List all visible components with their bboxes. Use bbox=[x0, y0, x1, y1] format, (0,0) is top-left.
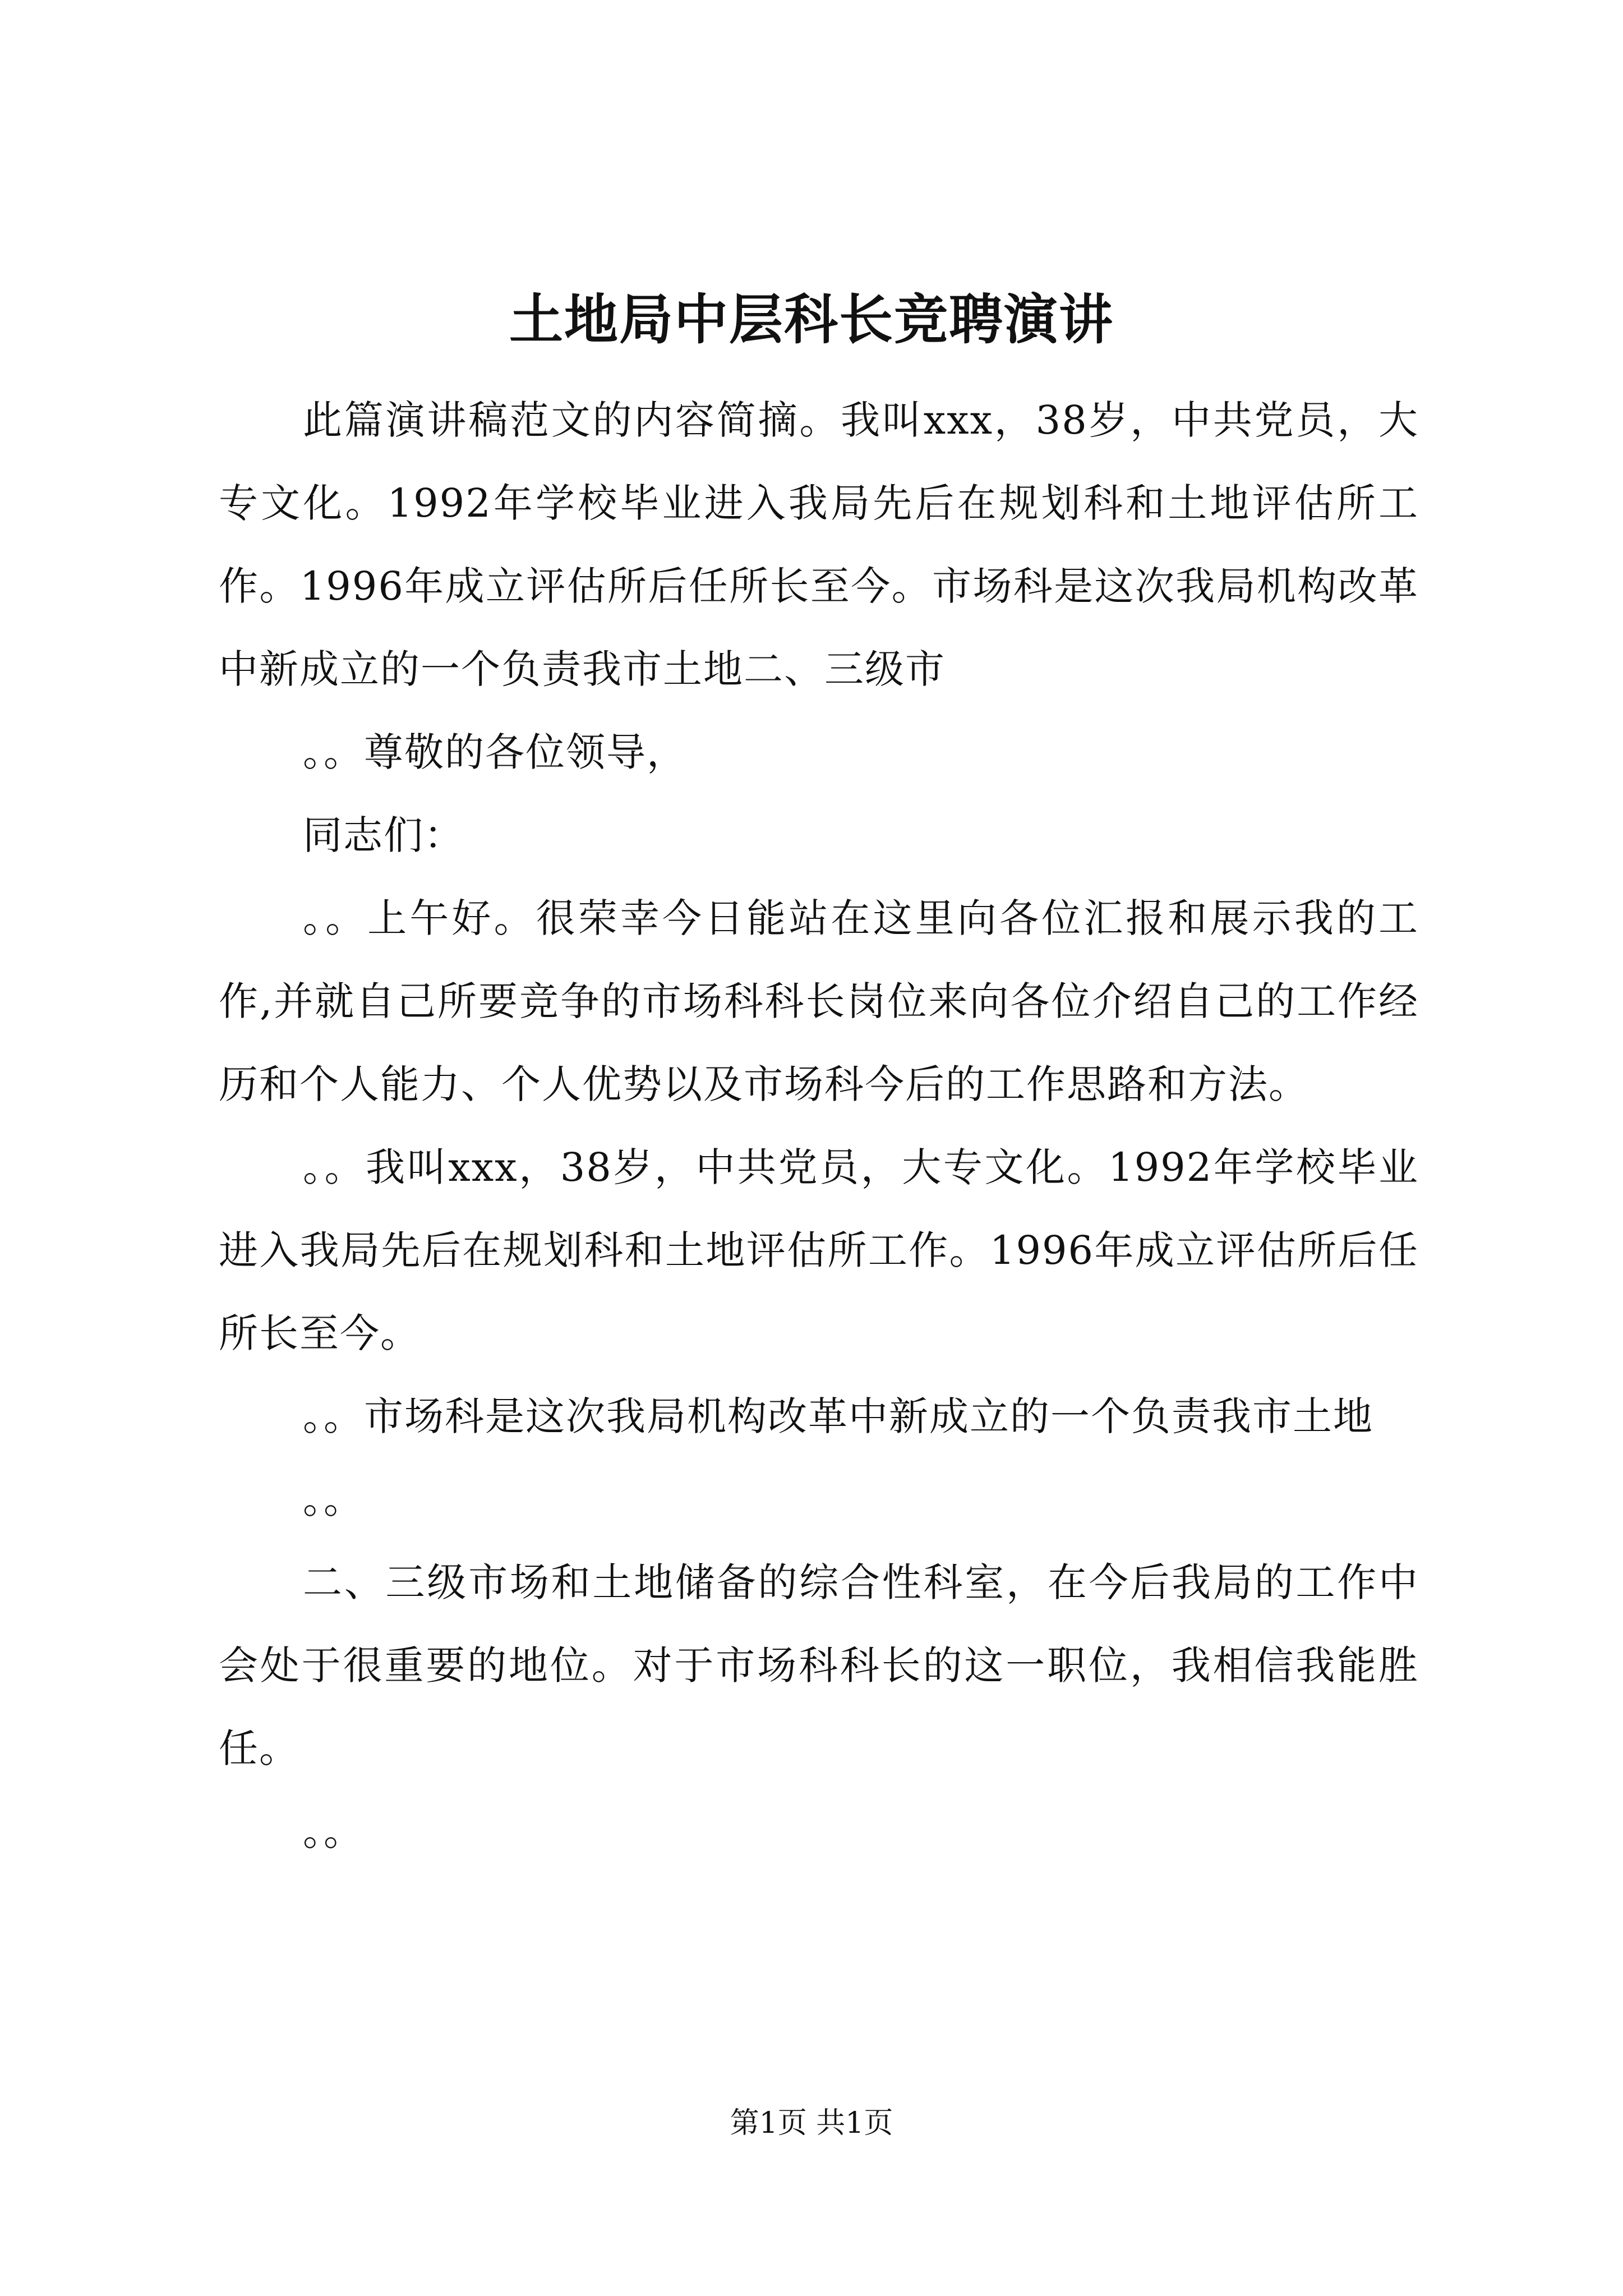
page-footer: 第1页 共1页 bbox=[730, 2106, 893, 2140]
document-body bbox=[219, 379, 1419, 1873]
paragraph-ellipsis: 。。 bbox=[303, 1476, 364, 1522]
paragraph-introduction: 。。上午好。很荣幸今日能站在这里向各位汇报和展示我的工作,并就自己所要竞争的市场科科长岗位来向各位介绍自己的工作经历和个人能力、个人优势以及市场科今后的工作思路和方法。 bbox=[219, 895, 1419, 1107]
paragraph-background: 。。我叫xxx，38岁，中共党员，大专文化。1992年学校毕业进入我局先后在规划科和土地评估所工作。1996年成立评估所后任所长至今。 bbox=[219, 1144, 1419, 1356]
document-title: 土地局中层科长竞聘演讲 bbox=[509, 288, 1114, 351]
paragraph-greeting-comrades: 同志们： bbox=[303, 812, 464, 858]
paragraph-ellipsis-end: 。。 bbox=[303, 1809, 364, 1855]
paragraph-summary: 此篇演讲稿范文的内容简摘。我叫xxx，38岁，中共党员，大专文化。1992年学校毕业进入我局先后在规划科和土地评估所工作。1996年成立评估所后任所长至今。市场科是这次我局机构改革中新成立的一个负责我市土地二、三级市 bbox=[219, 397, 1419, 692]
paragraph-greeting-leaders: 。。尊敬的各位领导， bbox=[303, 729, 687, 775]
paragraph-market-section: 。。市场科是这次我局机构改革中新成立的一个负责我市土地 bbox=[303, 1393, 1373, 1439]
paragraph-market-role: 二、三级市场和土地储备的综合性科室，在今后我局的工作中会处于很重要的地位。对于市场科科长的这一职位，我相信我能胜任。 bbox=[219, 1559, 1419, 1772]
